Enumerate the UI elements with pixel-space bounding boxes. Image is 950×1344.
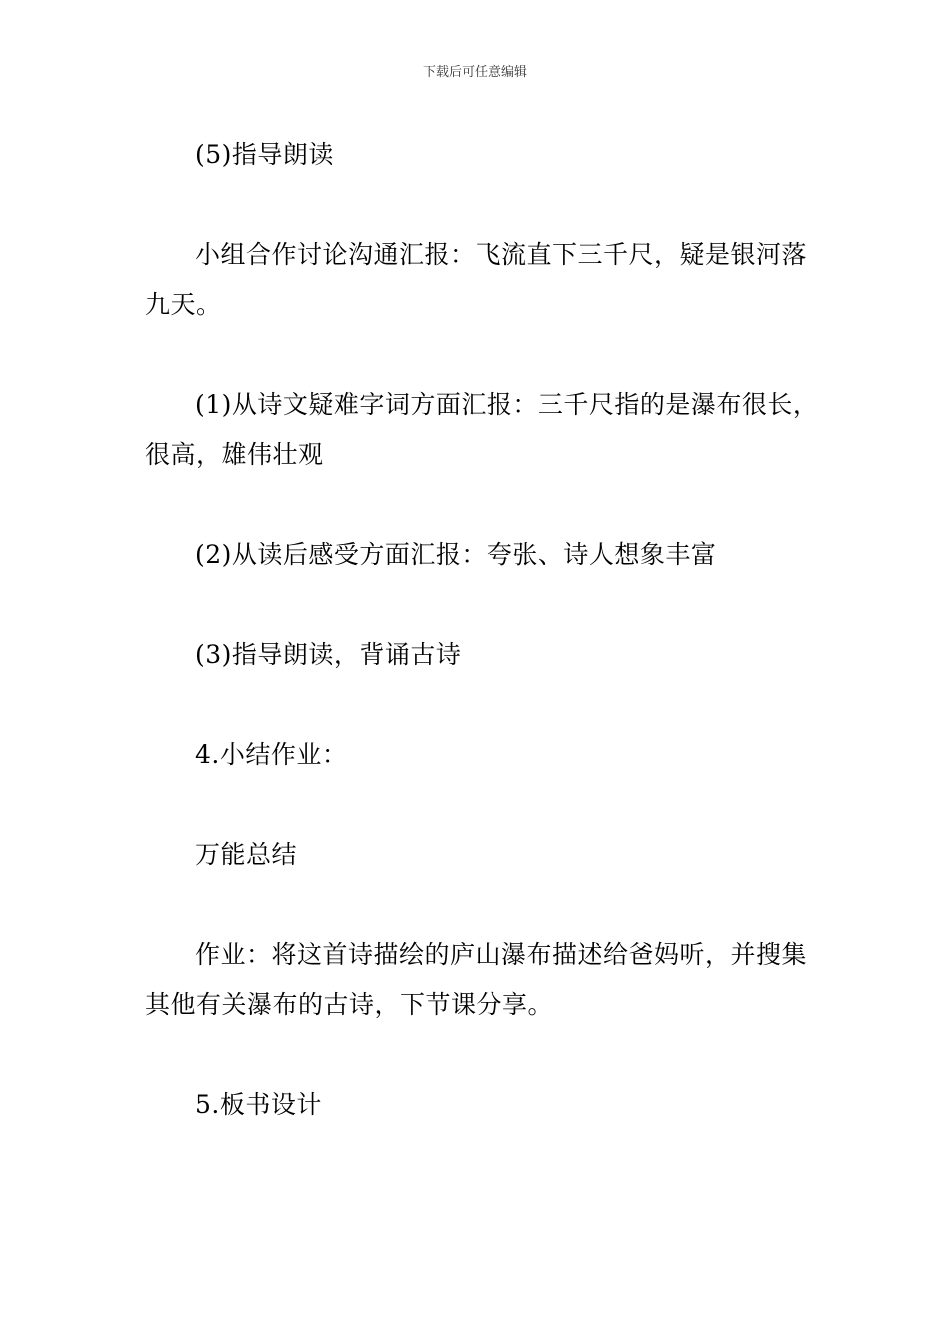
paragraph-word-report: (1)从诗文疑难字词方面汇报：三千尺指的是瀑布很长，很高，雄伟壮观 [145, 390, 819, 469]
paragraph-recite: (3)指导朗读，背诵古诗 [195, 640, 462, 669]
paragraph-board-design: 5.板书设计 [195, 1090, 322, 1119]
paragraph-guided-reading: (5)指导朗读 [195, 140, 334, 169]
page-header: 下载后可任意编辑 [422, 65, 527, 80]
paragraph-feeling-report: (2)从读后感受方面汇报：夸张、诗人想象丰富 [195, 540, 717, 569]
paragraph-homework: 作业：将这首诗描绘的庐山瀑布描述给爸妈听，并搜集其他有关瀑布的古诗，下节课分享。 [145, 940, 808, 1019]
paragraph-group-report: 小组合作讨论沟通汇报：飞流直下三千尺，疑是银河落九天。 [145, 240, 808, 319]
paragraph-summary: 万能总结 [195, 840, 298, 869]
paragraph-summary-heading: 4.小结作业： [195, 740, 348, 769]
document-body [145, 130, 825, 1130]
